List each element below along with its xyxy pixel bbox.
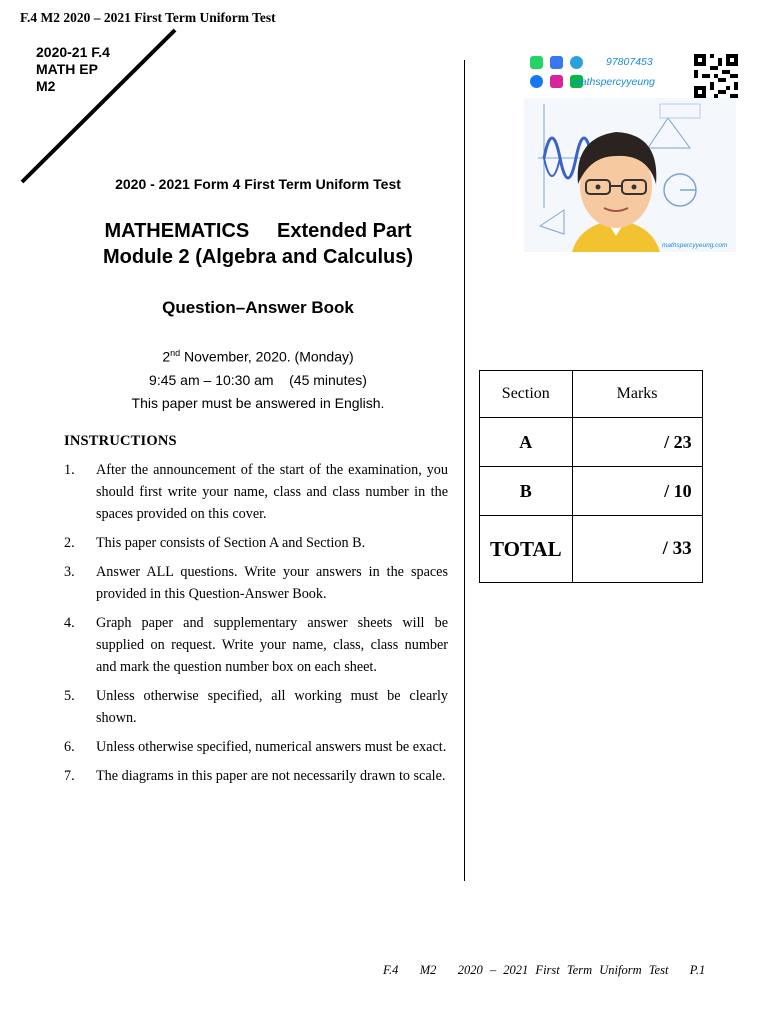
list-item: 5. Unless otherwise specified, all working must be clearly shown.: [64, 688, 448, 726]
promo-handle: mathspercyyeung: [572, 76, 655, 88]
exam-title: 2020 - 2021 Form 4 First Term Uniform Test: [115, 176, 401, 192]
corner-diagonal-line: [0, 0, 200, 200]
vertical-divider: [464, 60, 465, 881]
list-item: 6. Unless otherwise specified, numerical answers must be exact.: [64, 739, 447, 755]
exam-date: 2nd November, 2020. (Monday): [162, 348, 354, 365]
marks-cell: / 33: [572, 516, 702, 583]
date-block: [60, 342, 456, 415]
exam-time: 9:45 am – 10:30 am (45 minutes): [149, 371, 367, 388]
corner-tag-subject: MATH EP: [36, 61, 98, 77]
subject-title: [60, 218, 456, 270]
promo-website: mathspercyyeung.com: [662, 242, 728, 249]
facebook-icon: [530, 75, 543, 88]
book-title: Question–Answer Book: [162, 298, 354, 317]
corner-tag-module: M2: [36, 78, 56, 94]
telegram-icon: [570, 56, 583, 69]
table-row: [480, 418, 703, 467]
signal-icon: [550, 56, 563, 69]
instructions-list: [64, 459, 448, 794]
list-item: 1. After the announcement of the start of the examination, you should first write your name, class and class number in the spaces provided on this cover.: [64, 462, 448, 522]
column-header-marks: Marks: [572, 371, 702, 418]
whatsapp-icon: [530, 56, 543, 69]
list-item: 7. The diagrams in this paper are not necessarily drawn to scale.: [64, 768, 446, 784]
section-cell: TOTAL: [480, 516, 573, 583]
instagram-icon: [550, 75, 563, 88]
page-footer: F.4 M2 2020 – 2021 First Term Uniform Test P.1: [383, 963, 706, 977]
subject-line-2: Module 2 (Algebra and Calculus): [102, 246, 414, 268]
table-row-total: [480, 516, 703, 583]
promo-phone: 97807453: [606, 56, 653, 68]
marks-cell: / 10: [572, 467, 702, 516]
list-item: 4. Graph paper and supplementary answer sheets will be supplied on request. Write your name, class, class number and mark the question number box on each sheet.: [64, 615, 448, 675]
marks-table: [479, 370, 703, 583]
language-note: This paper must be answered in English.: [131, 394, 385, 411]
promo-banner: [520, 52, 742, 252]
qr-code: [694, 54, 738, 98]
instructions-heading: INSTRUCTIONS: [64, 433, 177, 449]
list-item: 3. Answer ALL questions. Write your answers in the spaces provided in this Question-Answer Book.: [64, 564, 448, 602]
subject-line-1: MATHEMATICS Extended Part: [104, 220, 412, 242]
section-cell: A: [480, 418, 573, 467]
column-header-section: Section: [480, 371, 573, 418]
list-item: 2. This paper consists of Section A and Section B.: [64, 535, 366, 551]
table-row: [480, 467, 703, 516]
running-head: F.4 M2 2020 – 2021 First Term Uniform Test: [20, 10, 276, 25]
corner-tag-year: 2020-21 F.4: [36, 44, 110, 60]
marks-cell: / 23: [572, 418, 702, 467]
table-row: [480, 371, 703, 418]
section-cell: B: [480, 467, 573, 516]
math-avatar-illustration: [520, 98, 742, 252]
